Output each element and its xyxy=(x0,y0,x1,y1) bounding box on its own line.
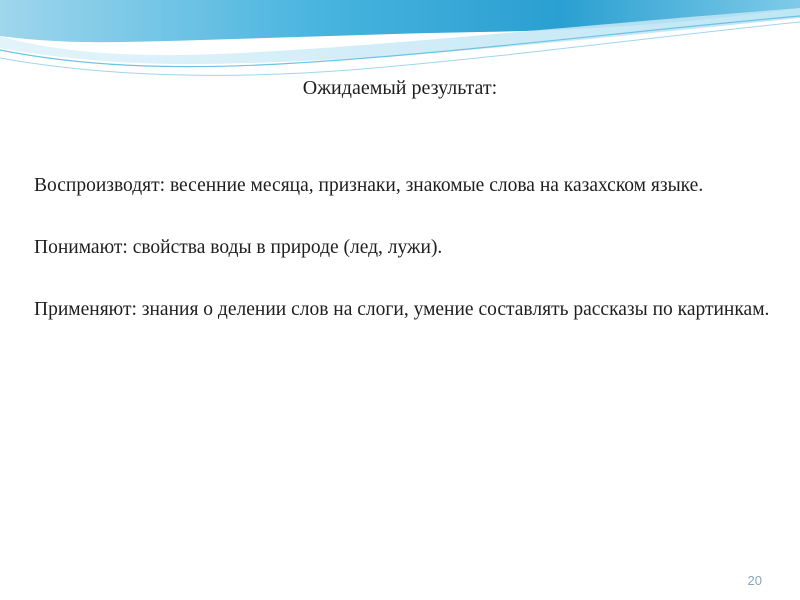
page-number: 20 xyxy=(747,573,762,588)
paragraph-apply: Применяют: знания о делении слов на слоги, умение составлять рассказы по картинкам. xyxy=(34,299,770,320)
paragraph-reproduce: Воспроизводят: весенние месяца, признаки, знакомые слова на казахском языке. xyxy=(34,175,704,196)
paragraph-understand: Понимают: свойства воды в природе (лед, лужи). xyxy=(34,237,443,258)
slide-title: Ожидаемый результат: xyxy=(302,77,498,99)
slide-content xyxy=(34,171,774,357)
